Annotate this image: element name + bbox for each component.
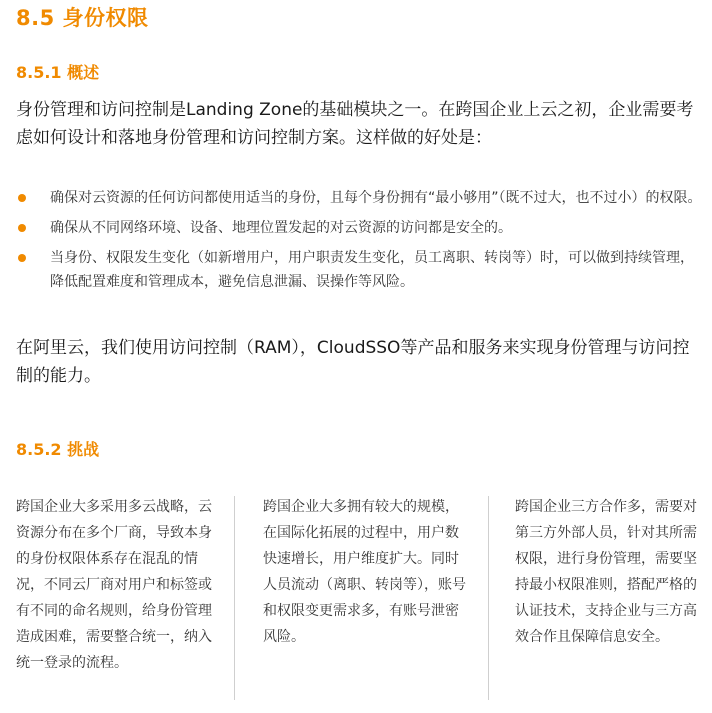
column-divider — [488, 496, 489, 700]
challenge-column-multicloud: 跨国企业大多采用多云战略，云资源分布在多个厂商，导致本身的身份权限体系存在混乱的情况，不同云厂商对用户和标签或有不同的命名规则，给身份管理造成困难，需要整合统一，纳入统一登录的流程。 — [16, 499, 212, 671]
bullet-dot-icon — [18, 224, 26, 232]
section-title: 8.5 身份权限 — [16, 6, 149, 30]
bullet-text: 确保对云资源的任何访问都使用适当的身份，且每个身份拥有“最小够用”（既不过大，也不过小）的权限。 — [50, 190, 702, 206]
list-item — [16, 216, 704, 240]
challenges-columns — [0, 494, 712, 704]
challenge-column-third-party: 跨国企业三方合作多，需要对第三方外部人员，针对其所需权限，进行身份管理，需要坚持最小权限准则，搭配严格的认证技术，支持企业与三方高效合作且保障信息安全。 — [515, 499, 697, 645]
benefits-list — [16, 186, 704, 300]
list-item — [16, 246, 704, 294]
bullet-text: 当身份、权限发生变化（如新增用户，用户职责发生变化，员工离职、转岗等）时，可以做到持续管理，降低配置难度和管理成本，避免信息泄漏、误操作等风险。 — [50, 250, 694, 290]
challenge-column-scale: 跨国企业大多拥有较大的规模，在国际化拓展的过程中，用户数快速增长，用户维度扩大。同时人员流动（离职、转岗等），账号和权限变更需求多，有账号泄密风险。 — [263, 499, 466, 645]
column-divider — [234, 496, 235, 700]
list-item — [16, 186, 704, 210]
bullet-dot-icon — [18, 194, 26, 202]
challenges-heading: 8.5.2 挑战 — [16, 440, 100, 459]
bullet-text: 确保从不同网络环境、设备、地理位置发起的对云资源的访问都是安全的。 — [50, 220, 512, 236]
overview-outro-paragraph: 在阿里云，我们使用访问控制（RAM），CloudSSO等产品和服务来实现身份管理与访问控制的能力。 — [16, 338, 690, 386]
overview-intro-paragraph: 身份管理和访问控制是Landing Zone的基础模块之一。在跨国企业上云之初，企业需要考虑如何设计和落地身份管理和访问控制方案。这样做的好处是： — [16, 100, 694, 148]
overview-heading: 8.5.1 概述 — [16, 63, 100, 82]
bullet-dot-icon — [18, 254, 26, 262]
